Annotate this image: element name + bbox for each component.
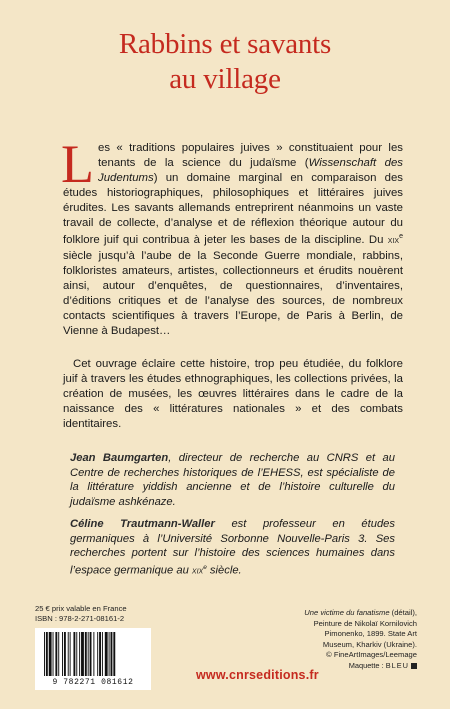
intro-text-c: siècle jusqu’à l’aube de la Seconde Guerre mondiale, rabbins, folkloristes amateurs, artistes, collectionneurs et érudits nouèrent ainsi, autour d’enquêtes, de questionnaires, d’inventaires, d’éditions critiques et de l’analyse des sources, de nombreux contacts scientifiques à travers l’Europe, de Paris à Berlin, de Vienne à Budapest…: [63, 250, 403, 337]
author-name-2: Céline Trautmann-Waller: [70, 518, 215, 530]
price-block: [35, 604, 127, 625]
credits-line-1: [227, 608, 417, 619]
intro-century-sup: e: [399, 233, 403, 241]
intro-italic-term: Wissenschaft des Judentums: [98, 156, 403, 184]
drop-cap: L: [61, 134, 94, 194]
isbn-line: ISBN : 978-2-271-08161-2: [35, 614, 125, 624]
barcode-image: [43, 632, 143, 676]
intro-paragraph: [61, 134, 403, 339]
barcode-digits: 9 782271 081612: [52, 678, 134, 687]
author-bio-2-text-b: siècle.: [206, 564, 242, 577]
maquette-credit: [349, 661, 417, 670]
maquette-label: Maquette :: [348, 661, 386, 670]
book-title-line-1: Rabbins et savants: [118, 28, 332, 60]
intro-century: xix: [387, 235, 400, 247]
author-bio-2-century: xix: [191, 565, 204, 577]
credits-line-3: Pimonenko, 1899. State Art: [324, 629, 417, 639]
barcode-box: [35, 628, 151, 690]
credits-line-2: Peinture de Nikolaï Kornilovich: [313, 618, 417, 628]
author-bio-2-century-sup: e: [203, 563, 207, 571]
book-title-line-2: au village: [169, 63, 281, 95]
bleu-square-icon: [411, 663, 417, 669]
image-credits: [227, 608, 417, 661]
author-bio-1-text: , directeur de recherche au CNRS et au Centre de recherches historiques de l’EHESS, est spécialiste de la littérature yiddish ancienne et de l’histoire culturelle du judaïsme ashkénaze.: [70, 452, 395, 508]
credits-work-title: Une victime du fanatisme: [304, 608, 390, 617]
credits-line-5: © FineArtImages/Leemage: [326, 650, 417, 660]
credits-line-4: Museum, Kharkiv (Ukraine).: [322, 639, 417, 649]
author-bio-1: [70, 451, 395, 509]
intro-text-b: ) un domaine marginal en comparaison des études historiographiques, philosophiques et littéraires juives érudites. Les savants allemands entreprirent néanmoins un vaste travail de collecte, d’analyse et de réflexion théorique autour du folklore juif qui contribua à jeter les bases de la discipline. Du: [63, 171, 403, 247]
publisher-website-link[interactable]: www.cnrseditions.fr: [196, 668, 319, 682]
credits-work-rest: (détail),: [389, 608, 417, 617]
author-bio-2-text-a: est professeur en études germaniques à l’Université Sorbonne Nouvelle-Paris 3. Ses recherches portent sur l’histoire des sciences humaines dans l’espace germanique au: [70, 518, 395, 577]
intro-text-a: es « traditions populaires juives » constituaient pour les tenants de la science du judaïsme (: [98, 142, 403, 169]
author-name-1: Jean Baumgarten: [70, 452, 169, 464]
author-bio-2: [70, 517, 395, 579]
price-line: 25 € prix valable en France: [35, 604, 127, 613]
maquette-name: BLEU: [385, 661, 409, 670]
second-paragraph: Cet ouvrage éclaire cette histoire, trop peu étudiée, du folklore juif à travers les études ethnographiques, les collections privées, la création de musées, les œuvres littéraires dans le cadre de la naissance des « littératures nationales » et des combats identitaires.: [63, 358, 403, 430]
